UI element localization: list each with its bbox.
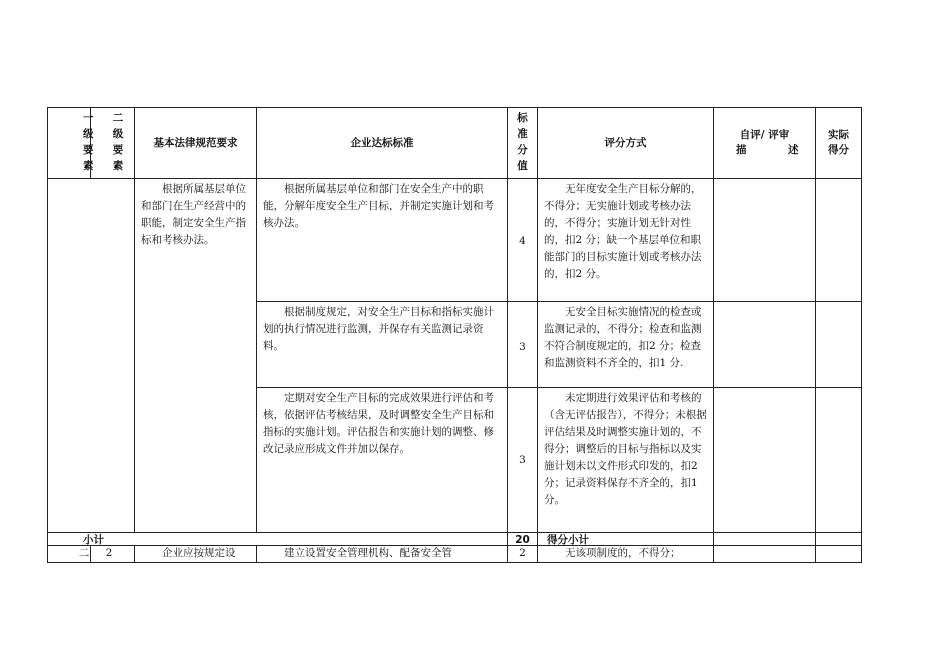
next-enterprise-standard: 建立设置安全管理机构、配备安全管 xyxy=(284,547,452,559)
header-level1: 一 级 要 素 xyxy=(83,112,94,172)
scoring-method-text: 未定期进行效果评估和考核的（含无评估报告），不得分；未根据评估结果及时调整实施计划的，不得分；调整后的目标与指标以及实施计划未以文件形式印发的，扣2 分；记录资料保存不齐全的，扣1 分。 xyxy=(544,392,707,506)
header-legal-requirement: 基本法律规范要求 xyxy=(153,137,238,149)
scoring-method-text: 无年度安全生产目标分解的，不得分；无实施计划或考核办法的，不得分；实施计划无针对性的，扣2 分；缺一个基层单位和职能部门的目标实施计划或考核办法的，扣2 分。 xyxy=(544,183,702,280)
table-border-left xyxy=(47,107,48,563)
header-self-evaluation: 自评/ 评审 描 述 xyxy=(736,129,799,156)
table-border-top xyxy=(47,107,862,108)
col-divider xyxy=(134,107,135,532)
col-divider xyxy=(256,107,257,532)
subtotal-score: 20 xyxy=(515,534,530,546)
col-divider xyxy=(134,545,135,562)
header-standard-score: 标 准 分 值 xyxy=(517,112,528,172)
enterprise-standard-text: 定期对安全生产目标的完成效果进行评估和考核，依据评估考核结果，及时调整安全生产目标和指标的实施计划。评估报告和实施计划的调整、修改记录应形成文件并加以保存。 xyxy=(263,392,494,455)
row-divider xyxy=(256,301,862,302)
header-enterprise-standard: 企业达标标准 xyxy=(350,137,414,149)
header-scoring-method: 评分方式 xyxy=(604,137,647,149)
next-level1: 二 xyxy=(78,547,90,559)
header-actual-score: 实际 得分 xyxy=(828,129,849,156)
table-border-right xyxy=(861,107,862,563)
col-divider xyxy=(713,107,714,563)
enterprise-standard-text: 根据所属基层单位和部门在安全生产中的职能，分解年度安全生产目标，并制定实施计划和考核办法。 xyxy=(263,183,494,229)
standards-table xyxy=(47,107,862,563)
legal-requirement-text: 根据所属基层单位和部门在生产经营中的职能，制定安全生产指标和考核办法。 xyxy=(141,183,246,246)
subtotal-divider xyxy=(47,532,862,533)
next-legal-requirement: 企业应按规定设 xyxy=(162,547,236,559)
col-divider xyxy=(537,107,538,563)
standard-score-value: 3 xyxy=(519,341,526,353)
subtotal-score-label: 得分小计 xyxy=(547,534,589,546)
row-divider xyxy=(256,387,862,388)
enterprise-standard-text: 根据制度规定，对安全生产目标和指标实施计划的执行情况进行监测，并保存有关监测记录资料。 xyxy=(263,306,494,352)
standard-score-value: 3 xyxy=(519,454,526,466)
header-divider xyxy=(47,178,862,179)
scoring-method-text: 无安全目标实施情况的检查或监测记录的，不得分；检查和监测不符合制度规定的，扣2 分；检查和监测资料不齐全的，扣1 分. xyxy=(544,306,702,369)
next-level2: 2 xyxy=(105,547,113,559)
next-scoring-method: 无该项制度的，不得分； xyxy=(565,547,681,559)
header-level2: 二 级 要 素 xyxy=(112,112,124,172)
subtotal-label: 小计 xyxy=(83,534,104,546)
standard-score-value: 4 xyxy=(519,235,526,247)
col-divider xyxy=(256,545,257,562)
next-score: 2 xyxy=(519,547,526,559)
col-divider xyxy=(815,107,816,563)
table-border-bottom xyxy=(47,562,862,563)
col-divider xyxy=(507,107,508,563)
